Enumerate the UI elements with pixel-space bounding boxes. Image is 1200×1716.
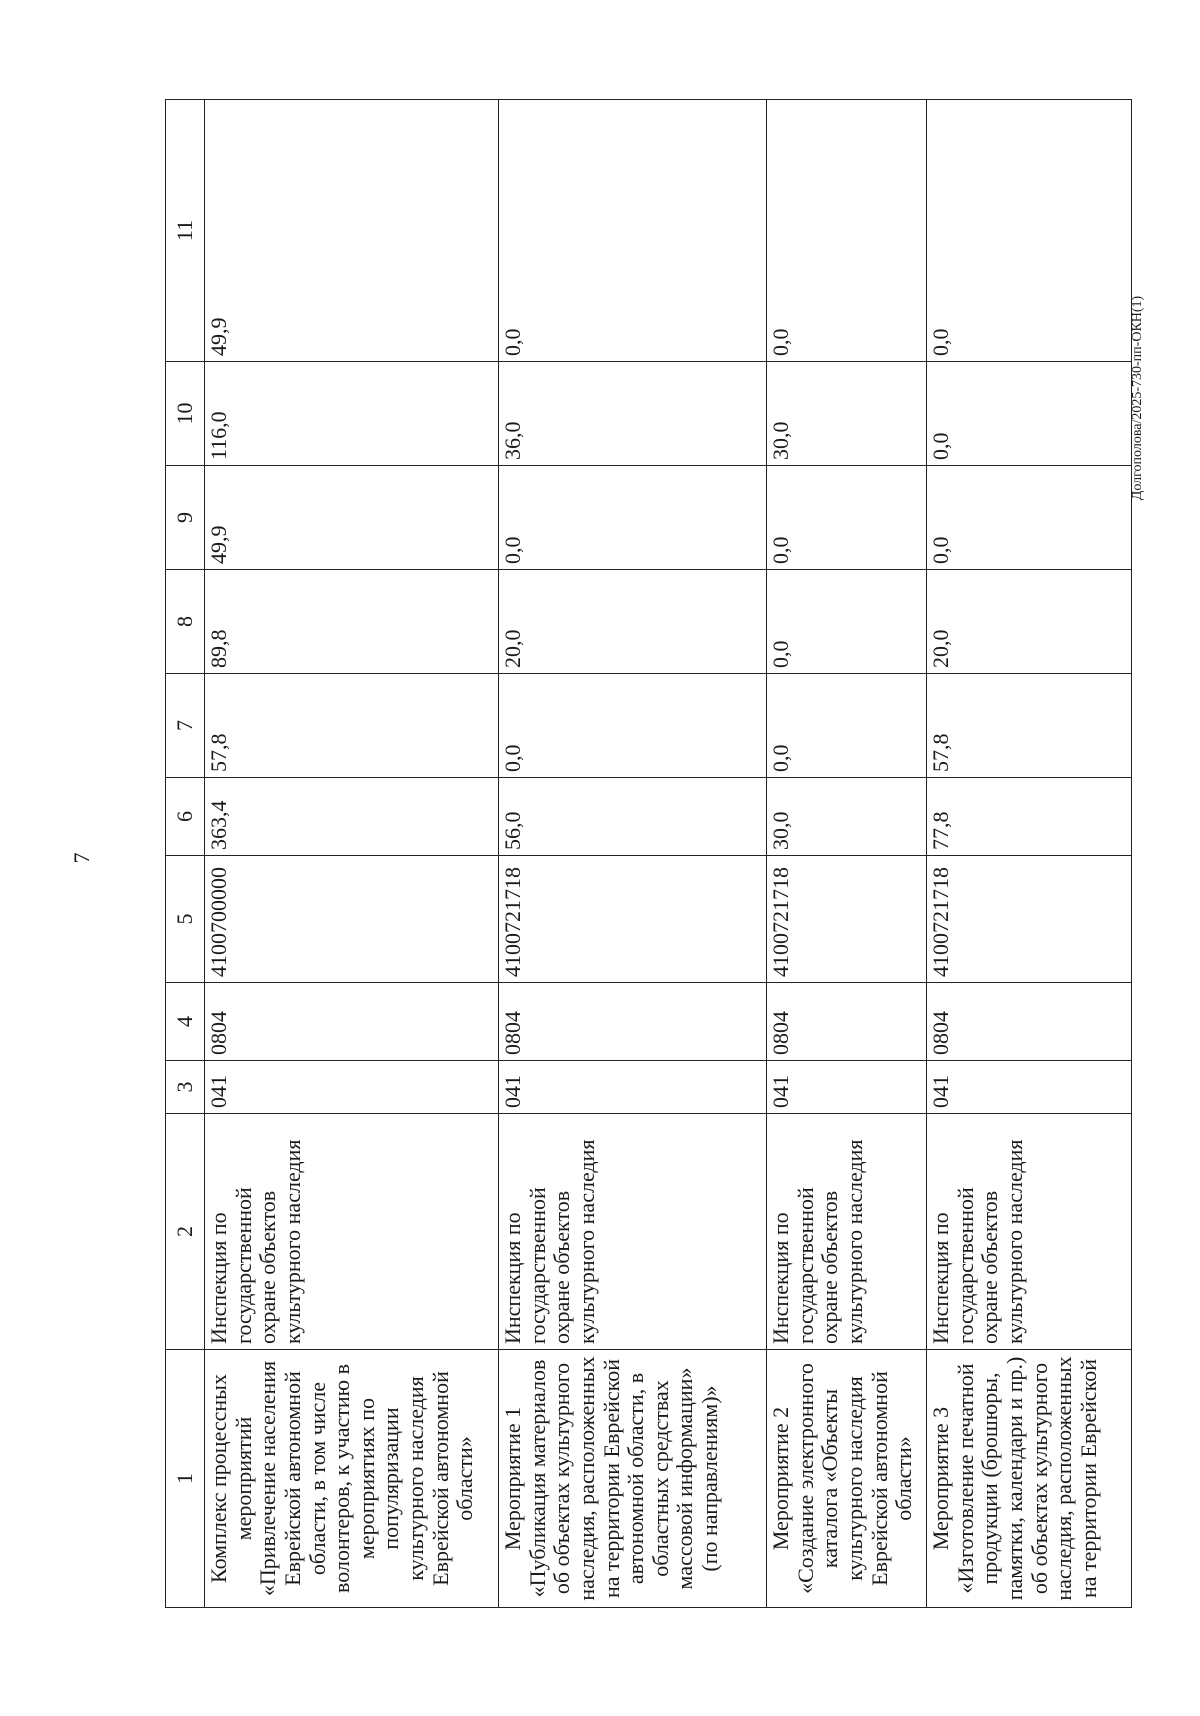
header-cell: 11	[166, 100, 205, 362]
page-number: 7	[69, 852, 94, 864]
amount-col10: 30,0	[767, 362, 927, 466]
amount-col9: 0,0	[927, 466, 1132, 570]
activity-name: Мероприятие 1 «Публикация материалов об объектах культурного наследия, расположенных на территории Еврейской автономной области, в областных средствах массовой информации» (по направлениям)»	[499, 1350, 767, 1608]
amount-col11: 0,0	[499, 100, 767, 362]
executor: Инспекция по государственной охране объектов культурного наследия	[767, 1114, 927, 1350]
total-amount: 56,0	[499, 778, 767, 856]
amount-col10: 0,0	[927, 362, 1132, 466]
target-article-code: 4100700000	[205, 856, 499, 983]
activity-name: Мероприятие 2 «Создание электронного каталога «Объекты культурного наследия Еврейской автономной области»	[767, 1350, 927, 1608]
grbs-code: 041	[927, 1061, 1132, 1114]
header-cell: 5	[166, 856, 205, 983]
amount-col8: 89,8	[205, 570, 499, 674]
target-article-code: 4100721718	[499, 856, 767, 983]
section-code: 0804	[205, 983, 499, 1061]
total-amount: 363,4	[205, 778, 499, 856]
amount-col10: 116,0	[205, 362, 499, 466]
activity-name: Мероприятие 3 «Изготовление печатной продукции (брошюры, памятки, календари и пр.) об объектах культурного наследия, расположенных на территории Еврейской	[927, 1350, 1132, 1608]
amount-col8: 20,0	[927, 570, 1132, 674]
amount-col7: 0,0	[767, 674, 927, 778]
header-cell: 10	[166, 362, 205, 466]
amount-col11: 49,9	[205, 100, 499, 362]
section-code: 0804	[927, 983, 1132, 1061]
amount-col9: 0,0	[767, 466, 927, 570]
table-row	[205, 100, 499, 1608]
grbs-code: 041	[205, 1061, 499, 1114]
table-row	[927, 100, 1132, 1608]
budget-table	[165, 99, 1132, 1608]
target-article-code: 4100721718	[927, 856, 1132, 983]
amount-col9: 49,9	[205, 466, 499, 570]
table-row	[767, 100, 927, 1608]
amount-col7: 57,8	[205, 674, 499, 778]
amount-col10: 36,0	[499, 362, 767, 466]
section-code: 0804	[767, 983, 927, 1061]
document-code: Долгополова/2025-730-пп-ОКН(1)	[1130, 295, 1145, 501]
amount-col7: 0,0	[499, 674, 767, 778]
amount-col8: 0,0	[767, 570, 927, 674]
rotated-table-container	[165, 100, 1126, 1608]
total-amount: 77,8	[927, 778, 1132, 856]
header-cell: 2	[166, 1114, 205, 1350]
target-article-code: 4100721718	[767, 856, 927, 983]
section-code: 0804	[499, 983, 767, 1061]
amount-col11: 0,0	[927, 100, 1132, 362]
header-row	[166, 100, 205, 1608]
amount-col7: 57,8	[927, 674, 1132, 778]
table-row	[499, 100, 767, 1608]
header-cell: 1	[166, 1350, 205, 1608]
amount-col8: 20,0	[499, 570, 767, 674]
amount-col9: 0,0	[499, 466, 767, 570]
header-cell: 8	[166, 570, 205, 674]
grbs-code: 041	[767, 1061, 927, 1114]
header-cell: 4	[166, 983, 205, 1061]
header-cell: 7	[166, 674, 205, 778]
total-amount: 30,0	[767, 778, 927, 856]
grbs-code: 041	[499, 1061, 767, 1114]
header-cell: 6	[166, 778, 205, 856]
amount-col11: 0,0	[767, 100, 927, 362]
activity-name: Комплекс процессных мероприятий «Привлечение населения Еврейской автономной области, в том числе волонтеров, к участию в мероприятиях по популяризации культурного наследия Еврейской автономной области»	[205, 1350, 499, 1608]
executor: Инспекция по государственной охране объектов культурного наследия	[205, 1114, 499, 1350]
executor: Инспекция по государственной охране объектов культурного наследия	[499, 1114, 767, 1350]
header-cell: 9	[166, 466, 205, 570]
executor: Инспекция по государственной охране объектов культурного наследия	[927, 1114, 1132, 1350]
header-cell: 3	[166, 1061, 205, 1114]
